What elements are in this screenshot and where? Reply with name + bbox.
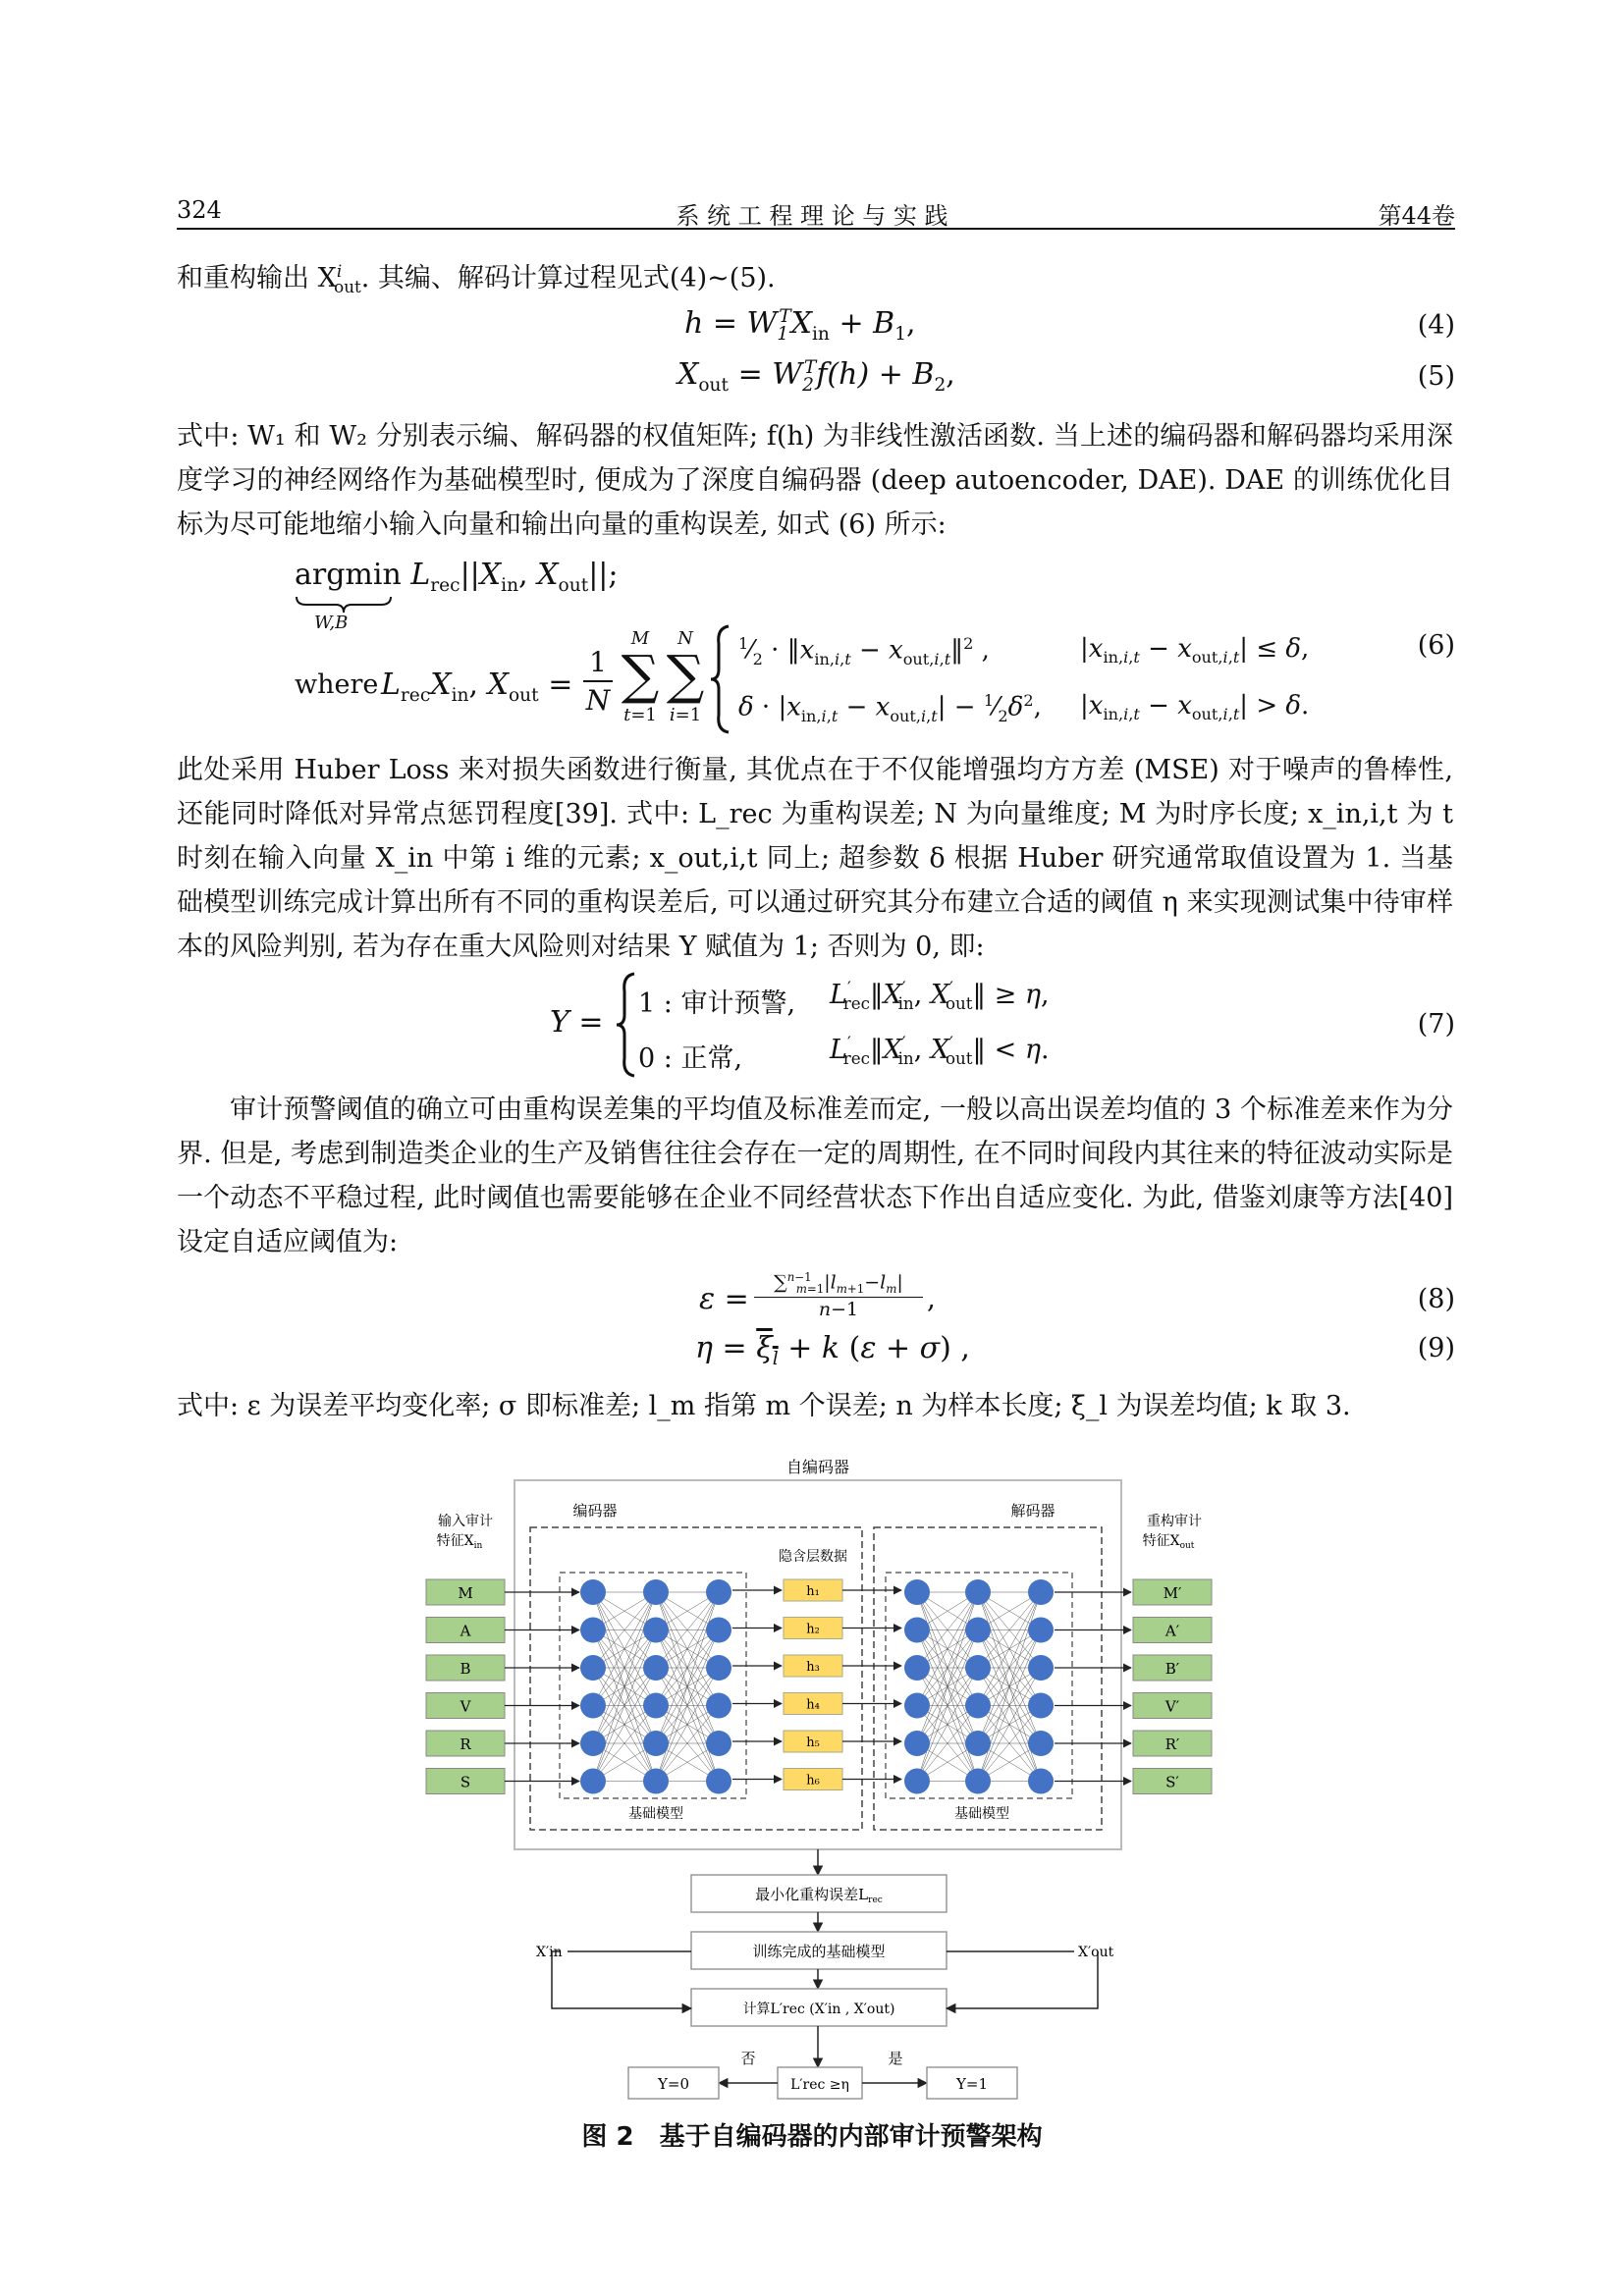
io-boxes [426, 1579, 1212, 1794]
journal-title: 系 统 工 程 理 论 与 实 践 [676, 202, 948, 230]
equation-5-number: (5) [1417, 361, 1455, 392]
neuron [904, 1769, 930, 1794]
neuron [904, 1693, 930, 1719]
equation-8-fraction: $\sum^{n-1}_{m=1}|l_{m+1}-l_m|$ n−1 [750, 1270, 927, 1320]
input-feature-label: A [460, 1622, 471, 1640]
neuron [643, 1579, 669, 1605]
input-feature-label: V [460, 1697, 471, 1716]
input-feature-label: M [458, 1584, 473, 1602]
output-label-line1: 重构审计 [1147, 1514, 1202, 1529]
volume-number: 第44卷 [1378, 202, 1455, 230]
base-model-frame-right [886, 1573, 1072, 1798]
neuron [643, 1769, 669, 1794]
y1-text: Y=1 [955, 2075, 989, 2093]
yes-label: 是 [888, 2050, 903, 2067]
neuron [706, 1731, 731, 1756]
neuron [904, 1579, 930, 1605]
neuron [965, 1579, 991, 1605]
argmin-subscript: W,B [314, 613, 349, 633]
equation-7-lhs: Y = [550, 1005, 604, 1040]
equation-7-case-2: 0 : 正常, [638, 1043, 743, 1074]
output-feature-label: B′ [1164, 1660, 1180, 1678]
neuron [1028, 1618, 1054, 1643]
equation-7-number: (7) [1417, 1009, 1455, 1040]
input-label-line1: 输入审计 [438, 1514, 493, 1529]
hidden-unit-label: h₁ [806, 1584, 820, 1599]
one-over-n: 1 N [583, 646, 613, 717]
neuron [580, 1618, 606, 1643]
neuron [706, 1618, 731, 1643]
neuron [965, 1693, 991, 1719]
neuron [1028, 1579, 1054, 1605]
output-feature-label: V′ [1164, 1697, 1180, 1716]
decision-text: L′rec ≥η [790, 2077, 849, 2093]
equation-6-case-2: $\delta \cdot |x_{in,i,t} - x_{out,i,t}|$ − $^1⁄_2\delta^2$, [738, 691, 1042, 725]
output-label-line2: 特征X [1142, 1533, 1180, 1549]
flow-trained-text: 训练完成的基础模型 [752, 1943, 886, 1960]
hidden-unit-label: h₄ [806, 1697, 820, 1713]
input-feature-label: S [460, 1773, 471, 1791]
svg-text:最小化重构误差Lrec: 最小化重构误差$L_{rec}$ [755, 1886, 883, 1905]
neuron [580, 1579, 606, 1605]
paragraph-1: 和重构输出 $X^i_{out}$. 其编、解码计算过程见式(4)~(5). [177, 261, 776, 297]
output-feature-label: A′ [1164, 1622, 1180, 1640]
hidden-unit-label: h₆ [806, 1773, 820, 1789]
svg-text:特征Xin [437, 1532, 483, 1551]
hidden-unit-label: h₅ [806, 1735, 820, 1750]
equation-8-number: (8) [1417, 1284, 1455, 1314]
decoder-network [904, 1579, 1054, 1794]
figure-title: 自编码器 [785, 1458, 850, 1476]
output-feature-label: M′ [1163, 1584, 1182, 1602]
neuron [965, 1618, 991, 1643]
neuron [580, 1769, 606, 1794]
page-number: 324 [177, 196, 222, 224]
neuron [1028, 1769, 1054, 1794]
neuron [580, 1693, 606, 1719]
neuron [904, 1731, 930, 1756]
encoder-label: 编码器 [572, 1502, 618, 1520]
equation-4: $h = W_1^TX_{in} + B_1$, [684, 306, 916, 345]
sum-symbol-t: ∑ [621, 644, 660, 706]
encoder-network [580, 1579, 731, 1794]
equation-6-case-1: $^1⁄_2$ · $‖x_{in,i,t}$ − $x_{out,i,t}‖^2$ , [738, 634, 990, 668]
neuron [706, 1579, 731, 1605]
output-feature-label: S′ [1165, 1773, 1179, 1791]
neuron [643, 1655, 669, 1681]
neuron [965, 1655, 991, 1681]
hidden-unit-label: h₃ [806, 1660, 820, 1675]
equation-6-argmin: argmin $L_{rec}||X_{in}$, $X_{out}||$; [295, 558, 619, 596]
equation-6-number: (6) [1417, 630, 1455, 661]
hidden-unit-label: h₂ [806, 1622, 820, 1637]
neuron [643, 1693, 669, 1719]
svg-text:特征Xout [1143, 1532, 1195, 1551]
neuron [965, 1731, 991, 1756]
neuron [1028, 1655, 1054, 1681]
flow-minimize-text: 最小化重构误差L [755, 1886, 869, 1903]
input-label-sub: in [473, 1541, 483, 1551]
x-in-prime-label: X′in [536, 1945, 563, 1960]
equation-4-number: (4) [1417, 310, 1455, 341]
base-model-label-left: 基础模型 [628, 1806, 683, 1822]
decoder-label: 解码器 [1010, 1502, 1056, 1520]
equation-7-case-1: 1 : 审计预警, [638, 988, 796, 1019]
neuron [643, 1618, 669, 1643]
neuron [706, 1769, 731, 1794]
neuron [965, 1769, 991, 1794]
no-label: 否 [740, 2050, 756, 2067]
neuron [580, 1731, 606, 1756]
figure-caption: 图 2 基于自编码器的内部审计预警架构 [581, 2122, 1043, 2152]
equation-9-number: (9) [1417, 1333, 1455, 1363]
hidden-label: 隐含层数据 [779, 1549, 847, 1565]
neuron [580, 1655, 606, 1681]
where-label: where [295, 669, 379, 700]
input-label-line2: 特征X [436, 1533, 474, 1549]
base-model-frame-left [560, 1573, 746, 1798]
y0-text: Y=0 [657, 2075, 690, 2093]
sum-symbol-i: ∑ [666, 644, 705, 706]
x-out-prime-label: X′out [1078, 1945, 1114, 1960]
neuron [1028, 1693, 1054, 1719]
neuron [643, 1731, 669, 1756]
paragraph-5: 式中: ε 为误差平均变化率; σ 即标准差; l_m 指第 m 个误差; n 为样本长度; ξ̄_l 为误差均值; k 取 3. [177, 1391, 1351, 1421]
neuron [1028, 1731, 1054, 1756]
paragraph-4: 审计预警阈值的确立可由重构误差集的平均值及标准差而定, 一般以高出误差均值的 3 个标准差来作为分界. 但是, 考虑到制造类企业的生产及销售往往会存在一定的周期性, 在不同时间段内其往来的特征波动实际是一个动态不平稳过程, 此时阈值也需要能够在企业不同经营状态下作出自适应变化. 为此, 借鉴刘康等方法[40] 设定自适应阈值为: [177, 1095, 1453, 1257]
paragraph-2: 式中: W₁ 和 W₂ 分别表示编、解码器的权值矩阵; f(h) 为非线性激活函数. 当上述的编码器和解码器均采用深度学习的神经网络作为基础模型时, 便成为了深度自编码器 (deep autoencoder, DAE). DAE 的训练优化目标为尽可能地缩小输入向量和输出向量的重构误差, 如式 (6) 所示: [177, 421, 1453, 540]
neuron [904, 1618, 930, 1643]
base-model-label-right: 基础模型 [954, 1806, 1009, 1822]
flow-compute-text: 计算L′rec (X′in , X′out) [742, 2002, 895, 2017]
neuron [706, 1693, 731, 1719]
neuron [904, 1655, 930, 1681]
output-label-sub: out [1179, 1541, 1195, 1551]
input-feature-label: B [460, 1660, 471, 1678]
neuron [706, 1655, 731, 1681]
equation-8-lhs: ε = [699, 1282, 749, 1316]
equation-5: $X_{out} = W_2^Tf(h) + B_2$, [677, 357, 955, 396]
output-feature-label: R′ [1164, 1735, 1180, 1753]
input-feature-label: R [460, 1735, 471, 1753]
paragraph-3: 此处采用 Huber Loss 来对损失函数进行衡量, 其优点在于不仅能增强均方方差 (MSE) 对于噪声的鲁棒性, 还能同时降低对异常点惩罚程度[39]. 式中: L_rec 为重构误差; N 为向量维度; M 为时序长度; x_in,i,t 为 t 时刻在输入向量 X_in 中第 i 维的元素; x_out,i,t 同上; 超参数 δ 根据 Huber 研究通常取值设置为 1. 当基础模型训练完成计算出所有不同的重构误差后, 可以通过研究其分布建立合适的阈值 η 来实现测试集中待审样本的风险判别, 若为存在重大风险则对结果 Y 赋值为 1; 否则为 0, 即: [177, 755, 1453, 962]
equation-6-lhs: $L_{rec}X_{in}$, $X_{out}$ = [381, 667, 573, 706]
equation-9: $\eta = \xi_l + k$ (ε + σ) , [695, 1331, 970, 1369]
